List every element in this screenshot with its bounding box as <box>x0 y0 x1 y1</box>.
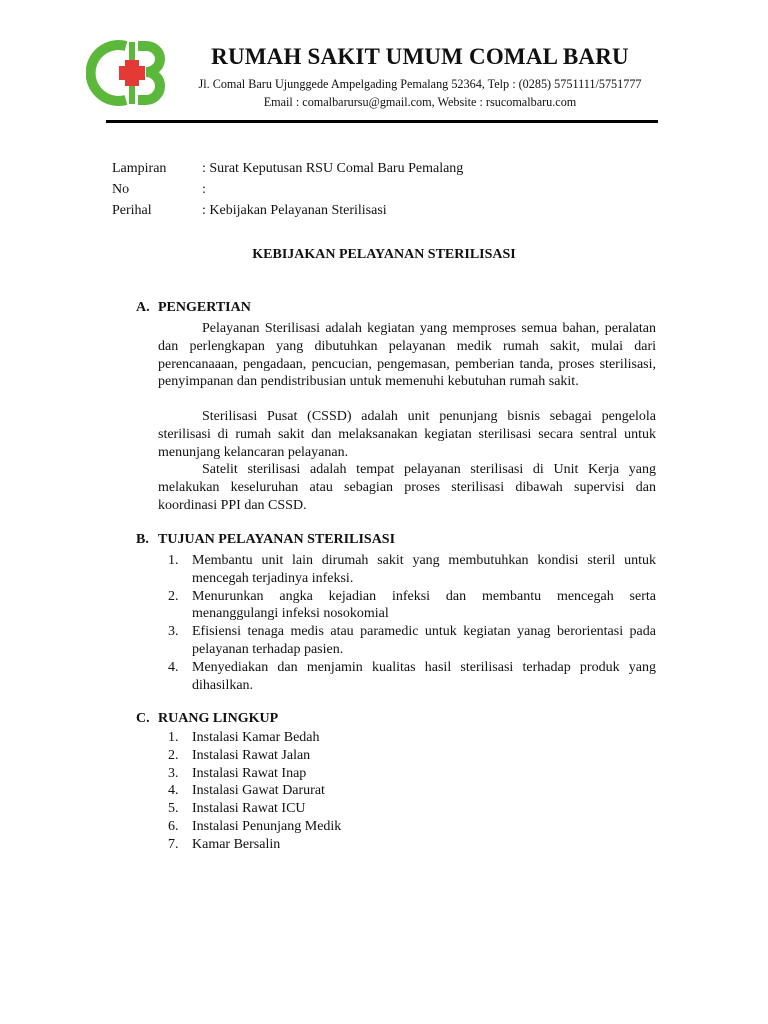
list-item <box>158 659 656 695</box>
section-a-heading <box>136 300 251 316</box>
logo-cross-horizontal <box>119 66 145 80</box>
list-number: 1. <box>168 730 179 745</box>
list-number: 2. <box>168 588 179 604</box>
list-text: Instalasi Rawat ICU <box>192 801 306 817</box>
list-text: Instalasi Penunjang Medik <box>192 818 342 834</box>
meta-row-no <box>112 179 463 200</box>
hospital-name: RUMAH SAKIT UMUM COMAL BARU <box>211 44 629 69</box>
header-divider <box>106 120 658 123</box>
letter-meta <box>112 158 463 221</box>
list-item <box>158 623 656 659</box>
section-a-paragraph-1: Pelayanan Sterilisasi adalah kegiatan yang memproses semua bahan, peralatan dan perlengkapan yang dibutuhkan pelayanan medik rumah sakit, mulai dari perencanaaan, pengadaan, pencucian, pengemasan, pemberian tanda, proses sterilisasi, penyimpanan dan pendistribusian untuk memenuhi kebutuhan rumah sakit. <box>158 321 656 390</box>
section-c-list <box>158 729 656 854</box>
meta-value: : Kebijakan Pelayanan Sterilisasi <box>202 203 387 218</box>
list-item <box>158 552 656 588</box>
list-text: Instalasi Gawat Darurat <box>192 783 325 799</box>
section-c-heading <box>136 711 278 727</box>
section-title: RUANG LINGKUP <box>158 711 279 726</box>
document-title: KEBIJAKAN PELAYANAN STERILISASI <box>252 247 516 262</box>
meta-label: No <box>112 182 130 197</box>
meta-value: : Surat Keputusan RSU Comal Baru Pemalang <box>202 161 464 176</box>
meta-row-perihal <box>112 200 463 221</box>
section-letter: C. <box>136 711 150 726</box>
meta-row-lampiran <box>112 158 463 179</box>
list-text: Efisiensi tenaga medis atau paramedic untuk kegiatan yanag berorientasi pada pelayanan terhadap pasien. <box>192 624 656 657</box>
meta-value: : <box>202 182 206 197</box>
section-a-paragraph-2: Sterilisasi Pusat (CSSD) adalah unit penunjang bisnis sebagai pengelola sterilisasi di rumah sakit dan melaksanakan kegiatan sterilisasi secara sentral untuk menunjang kelancaran pelayanan. <box>158 409 656 460</box>
hospital-contact: Email : comalbarursu@gmail.com, Website : rsucomalbaru.com <box>263 95 577 109</box>
section-letter: A. <box>136 300 150 315</box>
list-text: Instalasi Rawat Inap <box>192 765 307 781</box>
meta-label: Perihal <box>112 203 152 218</box>
list-text: Kamar Bersalin <box>192 836 281 852</box>
meta-label: Lampiran <box>112 161 167 176</box>
list-text: Instalasi Rawat Jalan <box>192 747 311 763</box>
list-text: Membantu unit lain dirumah sakit yang membutuhkan kondisi steril untuk mencegah terjadinya infeksi. <box>192 553 656 586</box>
list-item <box>158 729 656 747</box>
list-item <box>158 588 656 624</box>
section-a-paragraph-3: Satelit sterilisasi adalah tempat pelayanan sterilisasi di Unit Kerja yang melakukan keseluruhan atau sebagian proses sterilisasi dibawah supervisi dan koordinasi PPI dan CSSD. <box>158 462 656 513</box>
list-number: 1. <box>168 553 179 568</box>
list-text: Menurunkan angka kejadian infeksi dan membantu mencegah serta menanggulangi infeksi nosokomial <box>192 588 656 622</box>
list-item <box>158 836 656 854</box>
list-number: 3. <box>168 624 179 640</box>
list-text: Instalasi Kamar Bedah <box>192 730 320 745</box>
list-number: 4. <box>168 659 179 675</box>
list-item <box>158 765 656 783</box>
list-number: 3. <box>168 765 179 781</box>
section-letter: B. <box>136 532 149 547</box>
section-title: TUJUAN PELAYANAN STERILISASI <box>158 532 396 547</box>
section-title: PENGERTIAN <box>158 300 251 315</box>
list-number: 5. <box>168 801 179 817</box>
list-item <box>158 782 656 800</box>
list-number: 7. <box>168 836 179 852</box>
hospital-logo <box>86 38 178 108</box>
list-number: 2. <box>168 747 179 763</box>
hospital-address: Jl. Comal Baru Ujunggede Ampelgading Pemalang 52364, Telp : (0285) 5751111/5751777 <box>198 77 642 91</box>
list-number: 4. <box>168 783 179 799</box>
list-item <box>158 818 656 836</box>
section-b-heading <box>136 532 395 548</box>
list-text: Menyediakan dan menjamin kualitas hasil sterilisasi terhadap produk yang dihasilkan. <box>192 659 656 693</box>
list-item <box>158 747 656 765</box>
section-b-list <box>158 552 656 694</box>
list-item <box>158 800 656 818</box>
list-number: 6. <box>168 818 179 834</box>
